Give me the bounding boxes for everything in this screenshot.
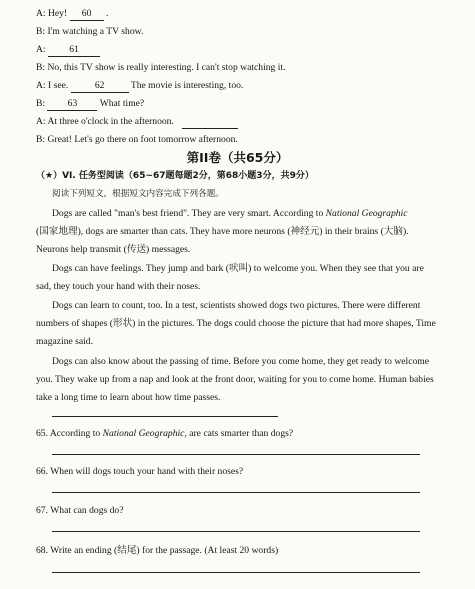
dialogue-line-5 <box>36 80 243 93</box>
dialogue-line-2: B: I'm watching a TV show. <box>36 26 144 37</box>
dialogue-text: What time? <box>97 98 145 109</box>
dialogue-text: . <box>103 8 109 19</box>
passage-line: numbers of shapes (形状) in the pictures. The dogs could choose the picture that had more shapes, Time <box>36 318 436 329</box>
answer-blank-61[interactable]: 61 <box>48 44 100 57</box>
passage-line: magazine said. <box>36 336 94 347</box>
question-67: 67. What can dogs do? <box>36 505 124 516</box>
passage-line: you. They wake up from a nap and look at the front door, waiting for you to come home. Human babies <box>36 374 434 385</box>
passage-line: (国家地理), dogs are smarter than cats. They have more neurons (神经元) in their brains (大脑). <box>36 226 409 237</box>
source-name: National Geographic <box>325 208 408 219</box>
source-name: National Geographic <box>102 428 185 439</box>
dialogue-line-3 <box>36 44 100 57</box>
dialogue-text: B: <box>36 98 48 109</box>
passage-text: Dogs are called "man's best friend". They are very smart. According to <box>52 208 326 219</box>
passage-line: sad, they touch your hand with their noses. <box>36 281 201 292</box>
dialogue-line-1 <box>36 8 108 21</box>
question-65 <box>36 428 293 440</box>
question-text: 65. According to <box>36 428 103 439</box>
passage-line <box>52 208 407 220</box>
dialogue-text: A: I see. <box>36 80 71 91</box>
answer-line-66[interactable] <box>52 492 420 493</box>
passage-line: Dogs can learn to count, too. In a test, scientists showed dogs two pictures. There were different <box>52 300 421 311</box>
passage-line: Dogs can also know about the passing of time. Before you come home, they get ready to welcome <box>52 356 429 367</box>
answer-blank-64[interactable] <box>182 116 238 129</box>
dialogue-text: The movie is interesting, too. <box>128 80 244 91</box>
answer-line-68[interactable] <box>52 572 420 573</box>
dialogue-line-4: B: No, this TV show is really interesting. I can't stop watching it. <box>36 62 286 73</box>
passage-line: Neurons help transmit (传送) messages. <box>36 244 191 255</box>
answer-blank-60[interactable]: 60 <box>70 8 104 21</box>
dialogue-text: A: At three o'clock in the afternoon. <box>36 116 174 127</box>
reading-instruction: 阅读下列短文，根据短文内容完成下列各题。 <box>52 189 224 199</box>
dialogue-text: A: <box>36 44 48 55</box>
answer-blank-62[interactable]: 62 <box>71 80 129 93</box>
task-reading-heading: （★）VI. 任务型阅读（65~67题每题2分，第68小题3分，共9分） <box>36 171 314 181</box>
question-68: 68. Write an ending (结尾) for the passage. (At least 20 words) <box>36 545 279 556</box>
question-66: 66. When will dogs touch your hand with their noses? <box>36 466 244 477</box>
passage-line: take a long time to learn about how time passes. <box>36 392 221 403</box>
answer-line-65[interactable] <box>52 454 420 455</box>
answer-line-67[interactable] <box>52 531 420 532</box>
section-title: 第II卷（共65分） <box>186 150 289 165</box>
dialogue-line-8: B: Great! Let's go there on foot tomorrow afternoon. <box>36 134 238 145</box>
question-text: , are cats smarter than dogs? <box>184 428 294 439</box>
answer-blank-63[interactable]: 63 <box>47 98 97 111</box>
dialogue-text: A: Hey! <box>36 8 70 19</box>
dialogue-line-7 <box>36 116 238 129</box>
title-answer-line[interactable] <box>52 416 278 417</box>
passage-line: Dogs can have feelings. They jump and bark (吠叫) to welcome you. When they see that you are <box>52 263 424 274</box>
dialogue-line-6 <box>36 98 144 111</box>
